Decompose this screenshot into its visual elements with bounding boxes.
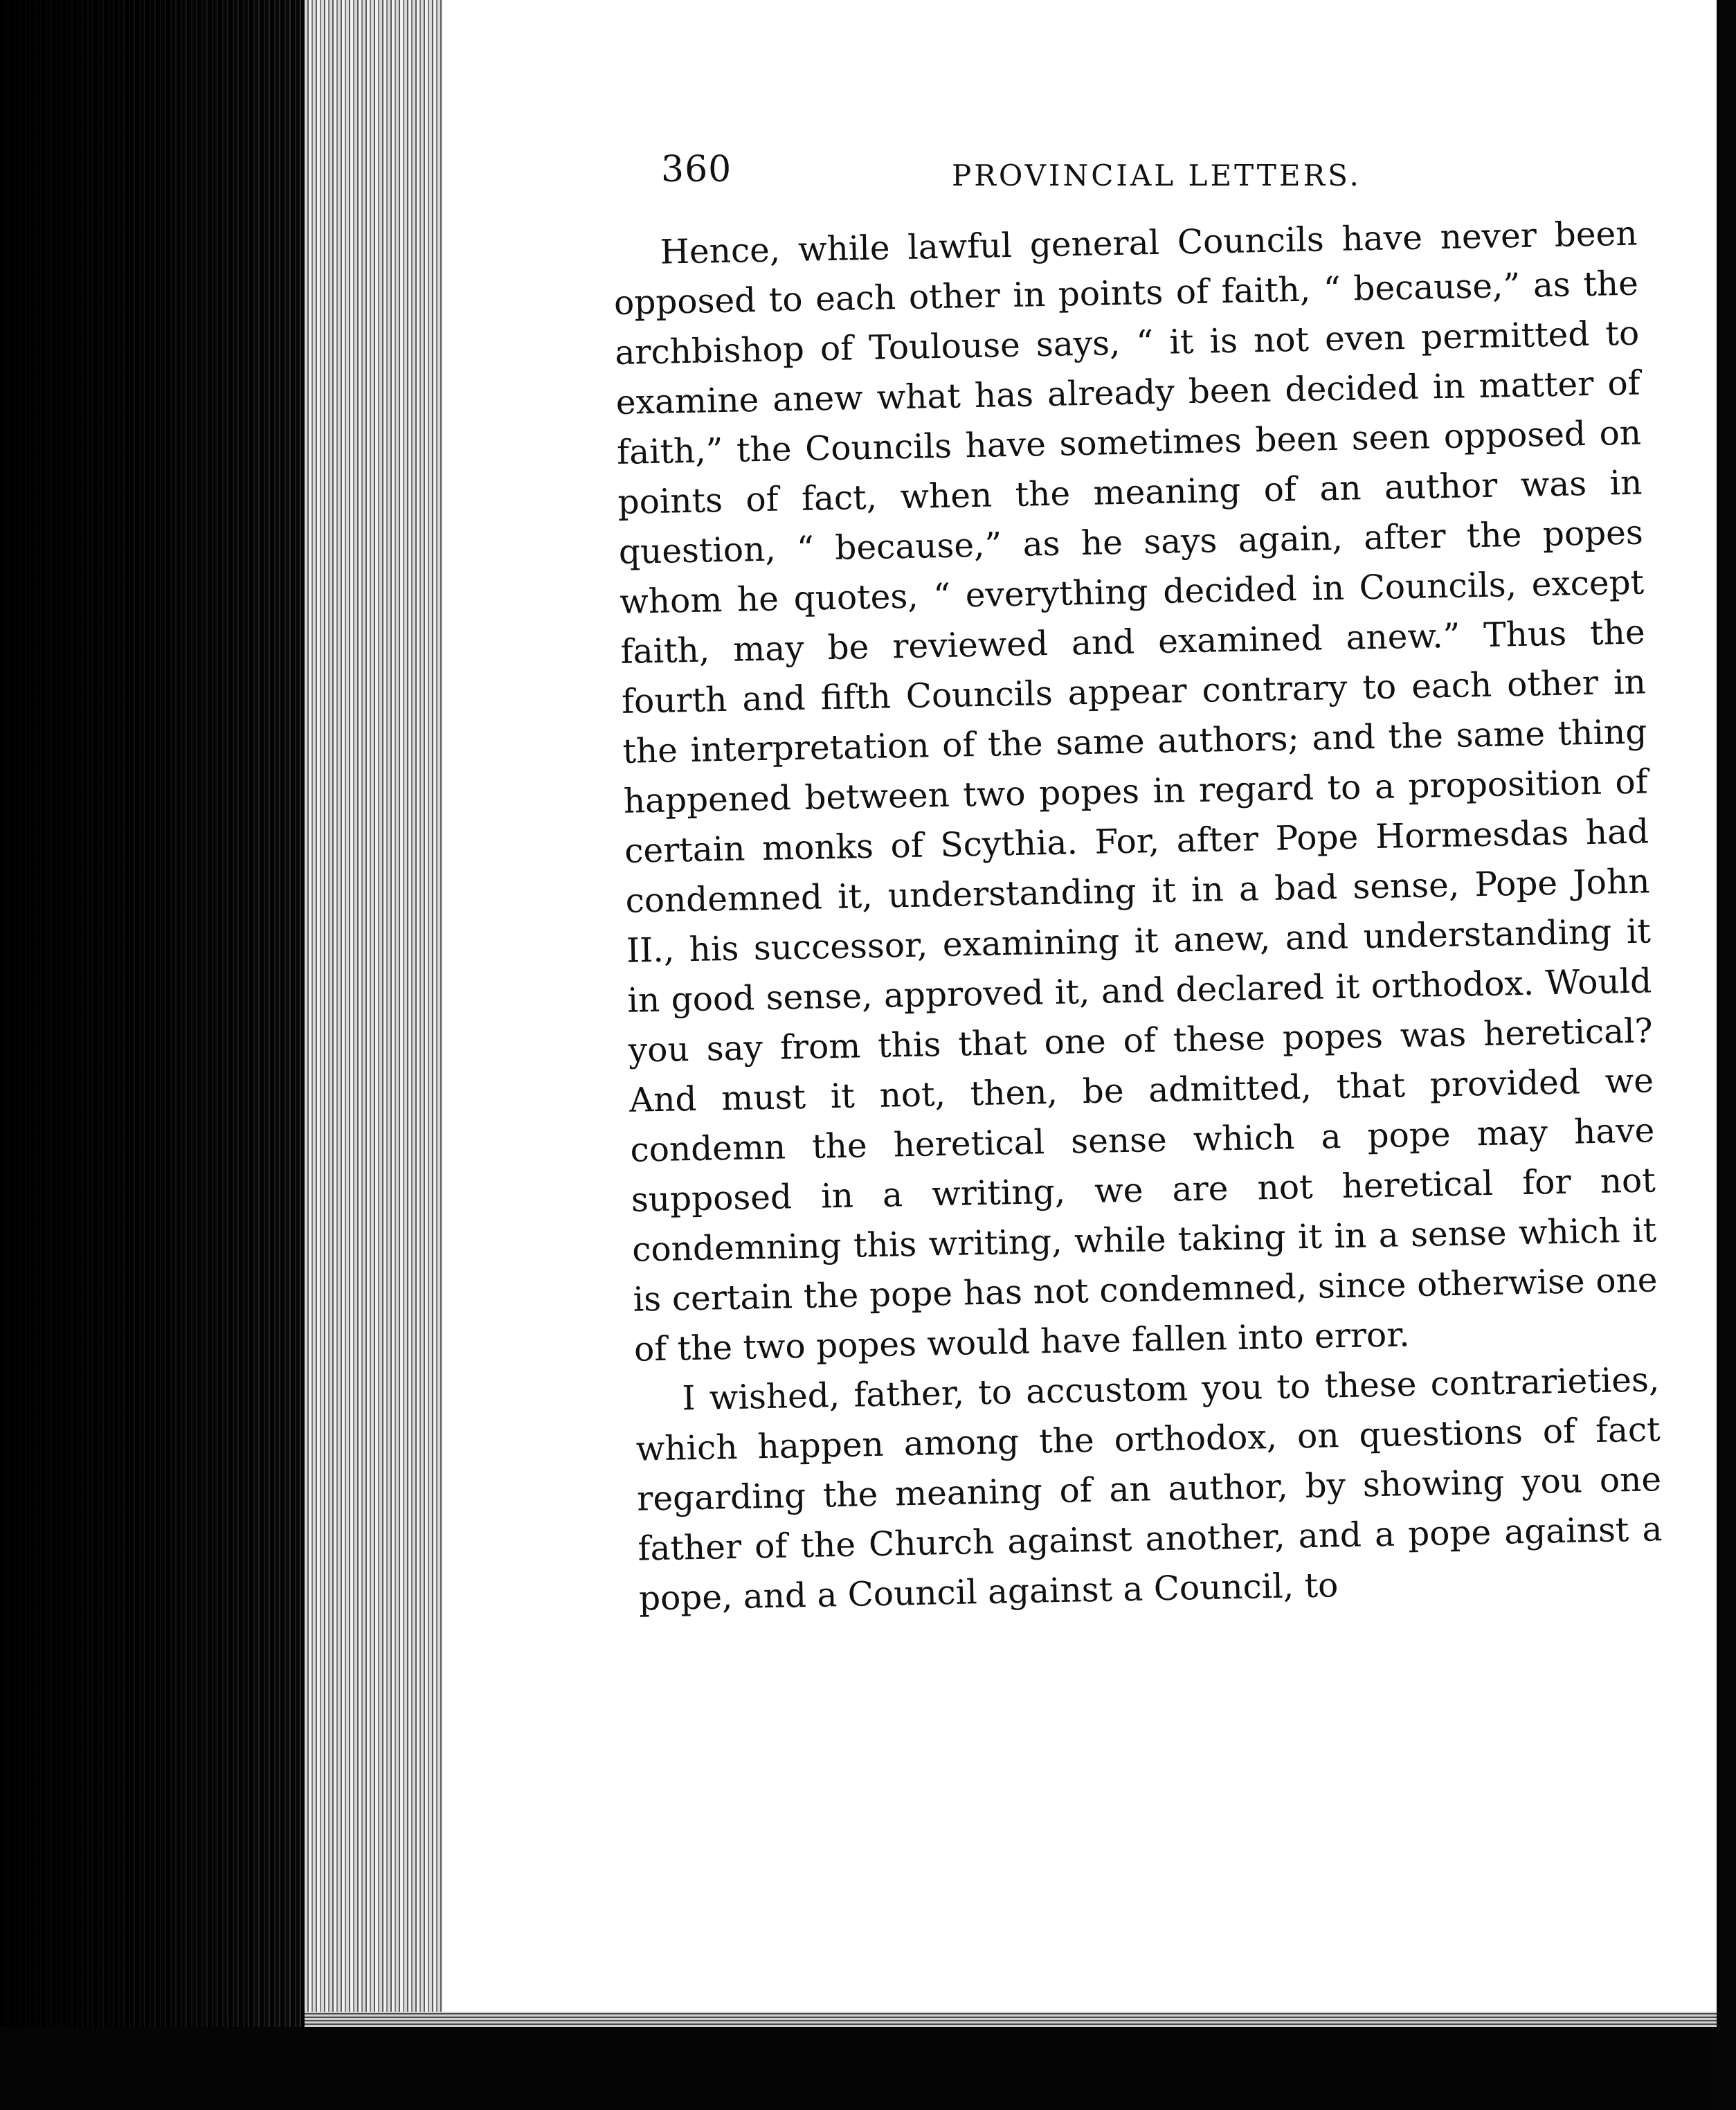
running-title: PROVINCIAL LETTERS. (952, 159, 1362, 192)
paragraph-1: Hence, while lawful general Councils have never been opposed to each other in points of faith, “ because,” as the archbishop of Toulouse says, “ it is not even permitted to examine anew what has already been decided in matter of faith,” the Councils have sometimes been seen opposed on points of fact, when the meaning of an author was in question, “ because,” as he says again, after the popes whom he quotes, “ everything decided in Councils, except faith, may be reviewed and examined anew.” Thus the fourth and fifth Councils appear contrary to each other in the interpretation of the same authors; and the same thing happened between two popes in regard to a proposition of certain monks of Scythia. For, after Pope Hormesdas had condemned it, understanding it in a bad sense, Pope John II., his successor, examining it anew, and understanding it in good sense, approved it, and declared it orthodox. Would you say from this that one of these popes was heretical? And must it not, then, be admitted, that provided we condemn the heretical sense which a pope may have supposed in a writing, we are not heretical for not condemning this writing, while taking it in a sense which it is certain the pope has not condemned, since otherwise one of the two popes would have fallen into error. (613, 214, 1658, 1369)
paragraph-2: I wished, father, to accustom you to these contrarieties, which happen among the orthodox, on questions of fact regarding the meaning of an author, by showing you one father of the Church against another, and a pope against a pope, and a Council against a Council, to (635, 1360, 1663, 1618)
page-edge-stack (305, 0, 443, 2110)
scan-bottom-border (0, 2027, 1736, 2110)
running-head (661, 149, 1685, 197)
scan-right-border (1717, 0, 1736, 2110)
body-text (613, 209, 1667, 1821)
spine-shadow (0, 0, 325, 2110)
bottom-page-edges (305, 2012, 1717, 2027)
page-number: 360 (661, 149, 732, 190)
